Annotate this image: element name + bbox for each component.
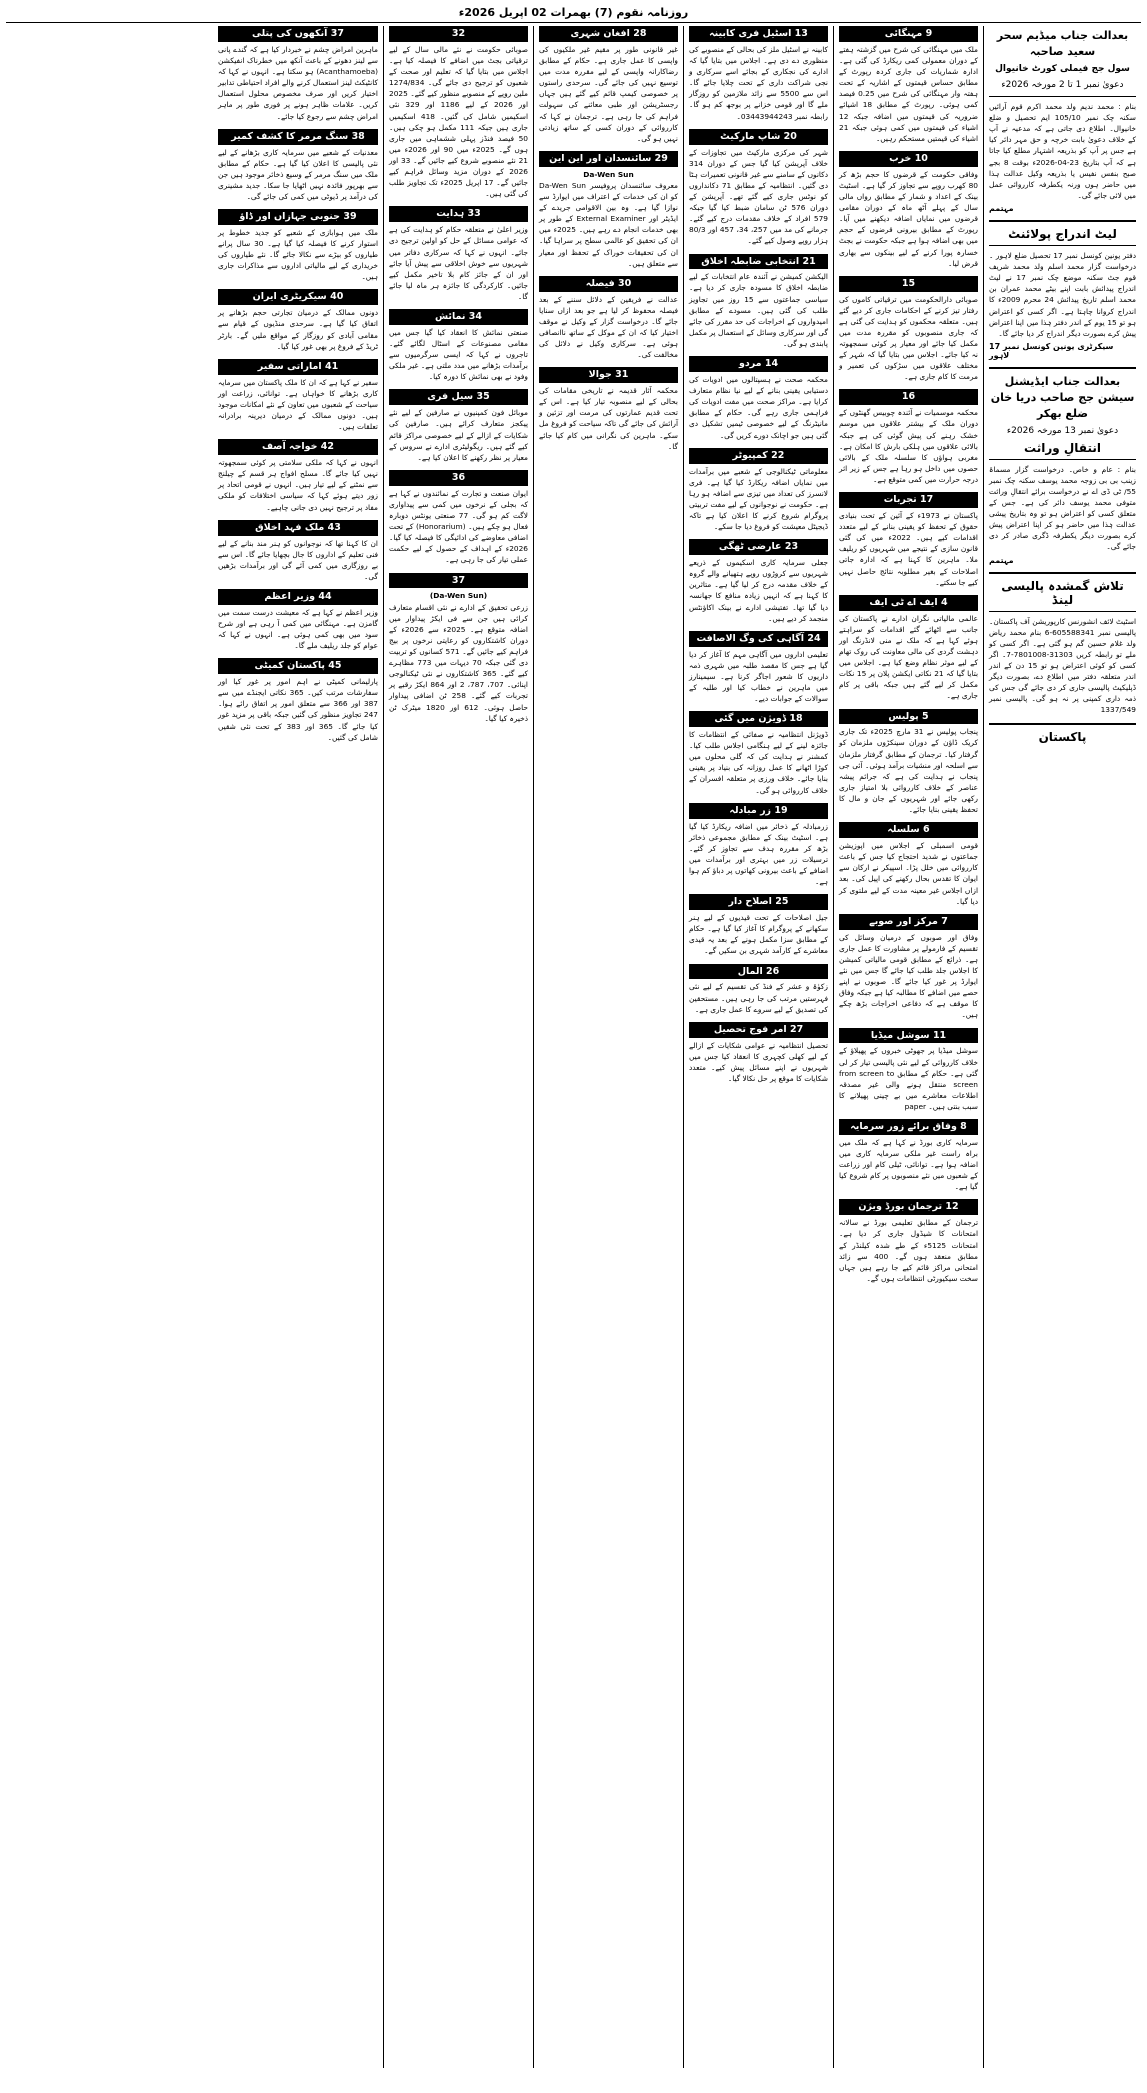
article-number: 19 — [774, 804, 788, 816]
article-heading: سیکریٹری ایران — [252, 291, 327, 303]
notice-title: بعدالت جناب میڈیم سحر سعید صاحبہ — [996, 29, 1129, 58]
article-header — [839, 1028, 978, 1044]
article-header — [218, 439, 378, 455]
column-4 — [533, 26, 683, 2068]
article-body: شہر کی مرکزی مارکیٹ میں تجاوزات کے خلاف آپریشن کیا گیا جس کے دوران 314 دکانوں کے سامنے سے غیر قانونی تعمیرات ہٹا دی گئیں۔ انتظامیہ کے مطابق 71 دکانداروں کو نوٹس جاری کیے گئے تھے۔ آپریشن کے دوران 576 ٹن سامان ضبط کیا گیا جبکہ 579 افراد کے خلاف مقدمات درج کیے گئے۔ جرمانے کی مد میں 257، 34، 457 اور 80/3 ہزار روپے وصول کیے گئے۔ — [689, 147, 828, 246]
notice-signature: مہتمم — [989, 203, 1014, 213]
article-body: سفیر نے کہا ہے کہ ان کا ملک پاکستان میں سرمایہ کاری بڑھانے کا خواہاں ہے۔ توانائی، زراعت اور سیاحت کے شعبوں میں تعاون کے نئے امکانات موجود ہیں۔ دونوں ممالک کے درمیان دیرینہ برادرانہ تعلقات ہیں۔ — [218, 377, 378, 432]
article-body: ایوان صنعت و تجارت کے نمائندوں نے کہا ہے کہ بجلی کے نرخوں میں کمی سے پیداواری لاگت کم ہو گی۔ 77 صنعتی یونٹس دوبارہ فعال ہو چکے ہیں۔ (Honorarium) کے تحت اضافی معاوضے کی ادائیگی کا فیصلہ کیا گیا۔ 2026ء کے اہداف کے حصول کے لیے حکمت عملی تیار کی جا رہی ہے۔ — [389, 488, 529, 565]
article-body: وزیر اعلیٰ نے متعلقہ حکام کو ہدایت کی ہے کہ عوامی مسائل کے حل کو اولین ترجیح دی جائے۔ انہوں نے کہا کہ سرکاری دفاتر میں شہریوں سے خوش اخلاقی سے پیش آیا جائے اور ان کے جائز کام بلا تاخیر مکمل کیے جائیں۔ کارکردگی کا جائزہ ہر ماہ لیا جائے گا۔ — [389, 225, 528, 301]
article-header — [389, 573, 528, 589]
article-body: دونوں ممالک کے درمیان تجارتی حجم بڑھانے پر اتفاق کیا گیا ہے۔ سرحدی منڈیوں کے قیام سے مقامی آبادی کو روزگار کے مواقع ملیں گے۔ بارٹر ٹریڈ کے فروغ پر بھی غور کیا گیا۔ — [218, 308, 378, 351]
article-heading: امر فوج تحصیل — [713, 1023, 787, 1035]
article-number: 21 — [802, 255, 816, 267]
article-body: محکمہ آثار قدیمہ نے تاریخی مقامات کی بحالی کے لیے منصوبہ تیار کیا ہے۔ اس کے تحت قدیم عمارتوں کی مرمت اور تزئین و آرائش کی جائے گی تاکہ سیاحت کو فروغ مل سکے۔ ماہرین کی نگرانی میں کام کیا جائے گا۔ — [539, 386, 678, 451]
article-body: پاکستان نے 1973ء کے آئین کے تحت بنیادی حقوق کے تحفظ کو یقینی بنانے کے لیے متعدد اقدامات کیے ہیں۔ 2022ء میں کی گئی قانون سازی کے نتیجے میں شہریوں کو ریلیف ملا۔ ماہرین کا کہنا ہے کہ ادارہ جاتی اصلاحات کے بغیر مطلوبہ نتائج حاصل نہیں کیے جا سکتے۔ — [839, 510, 978, 587]
notice-ref: دعویٰ نمبر 1 تا 2 مورخہ 2026ء — [1001, 79, 1124, 90]
article-body: زکوٰۃ و عشر کے فنڈ کی تقسیم کے لیے نئی فہرستیں مرتب کی جا رہی ہیں۔ مستحقین کی تصدیق کے لیے سروے کا عمل جاری ہے۔ — [689, 982, 828, 1014]
article — [389, 206, 528, 302]
article-number: 28 — [633, 28, 647, 39]
article — [218, 359, 378, 432]
article-header — [218, 359, 378, 375]
article-header — [689, 964, 828, 980]
article — [539, 151, 678, 269]
article-body: انہوں نے کہا کہ ملکی سلامتی پر کوئی سمجھوتہ نہیں کیا جائے گا۔ مسلح افواج ہر قسم کے چیلنج سے نمٹنے کے لیے تیار ہیں۔ انہوں نے قومی اتحاد پر زور دیتے ہوئے کہا کہ سیاسی اختلافات کو ملکی مفاد پر ترجیح نہیں دی جانی چاہیے۔ — [218, 458, 378, 512]
court-notice-1 — [989, 28, 1136, 213]
article-body: ماہرین امراض چشم نے خبردار کیا ہے کہ گندے پانی سے لینز دھونے کے باعث آنکھ میں خطرناک انفیکشن (Acanthamoeba) ہو سکتا ہے۔ انہوں نے کہا کہ کانٹیکٹ لینز استعمال کرنے والے افراد احتیاطی تدابیر اختیار کریں اور صرف مخصوص محلول استعمال کریں۔ علامات ظاہر ہونے پر فوری طور پر ماہر امراض چشم سے رجوع کیا جائے۔ — [218, 44, 378, 121]
article-number: 11 — [932, 1029, 947, 1041]
article-heading: سلسلہ — [887, 824, 920, 836]
article — [839, 1119, 978, 1192]
article-heading: ملک فہد اخلاق — [255, 521, 325, 533]
article-body: زرعی تحقیق کے ادارے نے نئی اقسام متعارف کرائی ہیں جن سے فی ایکڑ پیداوار میں اضافہ متوقع ہے۔ 2025ء سے 2026ء کے دوران کاشتکاروں کو رعایتی نرخوں پر بیج فراہم کیے جائیں گے۔ 571 کسانوں کو تربیت دی گئی جبکہ 70 دیہات میں 773 مظاہرے کیے گئے۔ 365 کاشتکاروں نے نئی ٹیکنالوجی اپنائی۔ 707، 787، 2 اور 864 ایکڑ رقبے پر تجربات کیے گئے۔ 258 ٹن اضافی پیداوار حاصل ہوئی۔ 612 اور 1820 میٹرک ٹن ذخیرہ کیا گیا۔ — [389, 602, 528, 723]
article-header — [539, 26, 678, 42]
late-registration-notice — [989, 227, 1136, 360]
pakistan-heading: پاکستان — [1038, 729, 1087, 744]
article-number: 27 — [789, 1023, 804, 1035]
article-body: معدنیات کے شعبے میں سرمایہ کاری بڑھانے کے لیے نئی پالیسی کا اعلان کیا گیا ہے۔ حکام کے مطابق ملک میں سنگ مرمر کے وسیع ذخائر موجود ہیں جن سے بھرپور فائدہ نہیں اٹھایا جا سکا۔ جدید مشینری کی درآمد پر ڈیوٹی میں کمی کی جائے گی۔ — [218, 147, 378, 201]
article-number: 5 — [922, 710, 929, 722]
article-number: 12 — [945, 1201, 959, 1213]
article-number: 37 — [330, 28, 344, 39]
article-body: تعلیمی اداروں میں آگاہی مہم کا آغاز کر دیا گیا ہے جس کا مقصد طلبہ میں شہری ذمہ داریوں کا شعور اجاگر کرنا ہے۔ سیمینارز میں ماہرین نے خطاب کیا اور طلبہ کے سوالات کے جوابات دیے۔ — [689, 649, 828, 704]
article-number: 14 — [764, 358, 779, 370]
article-header — [689, 448, 828, 464]
article-number: 13 — [794, 28, 808, 39]
article-body: ملک میں مہنگائی کی شرح میں گزشتہ ہفتے کے دوران معمولی کمی ریکارڈ کی گئی ہے۔ ادارہ شماریات کی جاری کردہ رپورٹ کے مطابق حساس قیمتوں کے اشاریہ کے تحت ہفتہ وار مہنگائی کی شرح میں 0.25 فیصد کمی ہوئی۔ رپورٹ کے مطابق 18 اشیائے ضروریہ کی قیمتوں میں اضافہ جبکہ 12 اشیاء کی قیمتوں میں کمی ہوئی جبکہ 21 اشیاء کی قیمتیں مستحکم رہیں۔ — [839, 44, 978, 143]
article-number: 40 — [330, 291, 344, 303]
article-heading: عارضی ٹھگی — [718, 541, 782, 553]
article-number: 45 — [328, 660, 342, 672]
late-registration-signature: سیکرٹری یونین کونسل نمبر 17 لاہور — [989, 341, 1114, 360]
article-header — [839, 709, 978, 725]
article — [389, 573, 528, 724]
article-number: 37 — [451, 574, 466, 586]
article-header — [689, 356, 828, 372]
article-heading: پاکستان کمیٹی — [254, 660, 325, 672]
article-number: 32 — [451, 28, 466, 39]
article-header — [839, 151, 978, 167]
article-heading: سنگ مرمر کا کشف کمیر — [231, 130, 349, 142]
article-heading: ایف اے ٹی ایف — [869, 596, 938, 608]
article-body: وفاق اور صوبوں کے درمیان وسائل کی تقسیم کے فارمولے پر مشاورت کا عمل جاری ہے۔ ذرائع کے مطابق قومی مالیاتی کمیشن کا اجلاس جلد طلب کیا جائے گا جس میں نئے ایوارڈ پر غور کیا جائے گا۔ صوبوں نے اپنے حصے میں اضافے کا مطالبہ کیا ہے جبکہ وفاق کا موقف ہے کہ دفاعی اخراجات بڑھ چکے ہیں۔ — [839, 932, 978, 1020]
article-heading: سائنسدان اور این این — [549, 152, 652, 164]
article — [839, 389, 978, 485]
article-header — [218, 658, 378, 674]
article-header — [389, 389, 528, 405]
article-number: 26 — [766, 965, 780, 977]
article-header — [689, 631, 828, 647]
article — [218, 209, 378, 282]
article-body: صنعتی نمائش کا انعقاد کیا گیا جس میں مقامی مصنوعات کے اسٹال لگائے گئے۔ تاجروں نے کہا کہ ایسی سرگرمیوں سے برآمدات بڑھانے میں مدد ملتی ہے۔ غیر ملکی وفود نے بھی نمائش کا دورہ کیا۔ — [389, 327, 528, 382]
article-heading: شاپ مارکیٹ — [720, 130, 781, 142]
article-heading: خواجہ آصف — [261, 441, 318, 453]
article — [839, 914, 978, 1021]
pakistan-section — [989, 730, 1136, 744]
article — [689, 254, 828, 350]
article-body: ترجمان کے مطابق تعلیمی بورڈ نے سالانہ امتحانات کا شیڈول جاری کر دیا ہے۔ امتحانات 5125ء کے طے شدہ کیلنڈر کے مطابق منعقد ہوں گے۔ 400 سے زائد امتحانی مراکز قائم کیے جا رہے ہیں جہاں سخت سیکیورٹی انتظامات ہوں گے۔ — [839, 1218, 978, 1283]
article-number: 7 — [941, 915, 948, 927]
article-heading: خرب — [889, 152, 912, 164]
article-subtitle: Da-Wen Sun — [583, 169, 634, 179]
article-header — [689, 894, 828, 910]
article-header — [689, 803, 828, 819]
article-number: 33 — [467, 208, 481, 220]
article-header — [839, 595, 978, 611]
article-body: صوبائی دارالحکومت میں ترقیاتی کاموں کی رفتار تیز کرنے کے احکامات جاری کر دیے گئے ہیں۔ متعلقہ محکموں کو ہدایت کی گئی ہے کہ جاری منصوبوں کو مقررہ مدت میں مکمل کیا جائے اور معیار پر کوئی سمجھوتہ نہ کیا جائے۔ اجلاس میں بتایا گیا کہ شہر کے مختلف علاقوں میں سڑکوں کی تعمیر و مرمت کا کام جاری ہے۔ — [839, 294, 978, 382]
article-header — [539, 276, 678, 292]
article-number: 41 — [324, 360, 339, 372]
article-body: ان کا کہنا تھا کہ نوجوانوں کو ہنر مند بنانے کے لیے فنی تعلیم کے اداروں کا جال بچھایا جائے گا۔ اس سے بے روزگاری میں کمی آئے گی اور برآمدات بڑھیں گی۔ — [218, 538, 378, 581]
article-heading: اسٹیل فری کابینہ — [709, 28, 792, 39]
article-heading: تجربات — [883, 494, 917, 506]
article-header — [218, 589, 378, 605]
late-registration-title: لیٹ اندراج پولائنٹ — [1008, 226, 1117, 241]
article-body: ملک میں ہوابازی کے شعبے کو جدید خطوط پر استوار کرنے کا فیصلہ کیا گیا ہے۔ 30 سال پرانے طیاروں کو بیڑے سے نکالا جائے گا۔ نئے طیاروں کی خریداری کے لیے مالیاتی اداروں سے مذاکرات جاری ہیں۔ — [218, 227, 378, 282]
article-header — [689, 254, 828, 270]
article-number: 8 — [960, 1121, 967, 1133]
article-header — [839, 26, 978, 42]
article-header — [689, 1022, 828, 1038]
article-body: معلوماتی ٹیکنالوجی کے شعبے میں برآمدات میں نمایاں اضافہ ریکارڈ کیا گیا ہے۔ فری لانسرز کی تعداد میں تیزی سے اضافہ ہو رہا ہے۔ حکومت نے نوجوانوں کے لیے مفت تربیتی پروگرام شروع کرنے کا اعلان کیا ہے تاکہ ڈیجیٹل معیشت کو فروغ دیا جا سکے۔ — [689, 466, 828, 532]
article — [689, 894, 828, 956]
masthead: روزنامہ نقوم (7) بھمرات 02 اپریل 2026ء — [6, 4, 1141, 23]
article-number: 15 — [901, 277, 916, 289]
article-header — [218, 289, 378, 305]
article-heading: افغان شہری — [570, 28, 630, 39]
article — [689, 448, 828, 533]
article-heading: جنوبی جہازاں اور ڈاؤ — [239, 211, 341, 223]
article-body: غیر قانونی طور پر مقیم غیر ملکیوں کی واپسی کا عمل جاری ہے۔ حکام کے مطابق رضاکارانہ واپسی کے لیے مقررہ مدت میں توسیع نہیں کی جائے گی۔ سرحدی راستوں پر خصوصی کیمپ قائم کیے گئے ہیں جہاں رجسٹریشن اور طبی معائنے کی سہولت فراہم کی جا رہی ہے۔ ترجمان نے کہا کہ کارروائی کے دوران کسی کے ساتھ زیادتی نہیں ہو گی۔ — [539, 44, 678, 143]
article-body: معروف سائنسدان پروفیسر Da-Wen Sun کو ان کی خدمات کے اعتراف میں ایوارڈ سے نوازا گیا ہے۔ وہ بین الاقوامی جریدے کے ایڈیٹر اور External Examiner کے طور پر بھی خدمات انجام دے رہے ہیں۔ 2025ء میں ان کی تحقیق کو عالمی سطح پر سراہا گیا۔ ان کی تحقیقات خوراک کے تحفظ اور معیار سے متعلق ہیں۔ — [539, 180, 678, 268]
article-heading: سیل فری — [427, 391, 474, 403]
article-heading: ہدایت — [436, 208, 465, 220]
article-body: تحصیل انتظامیہ نے عوامی شکایات کے ازالے کے لیے کھلی کچہری کا انعقاد کیا جس میں شہریوں نے اپنے مسائل پیش کیے۔ متعدد شکایات کا موقع پر حل نکالا گیا۔ — [689, 1040, 828, 1083]
article-header — [839, 914, 978, 930]
article — [839, 709, 978, 816]
article — [539, 367, 678, 452]
article-header — [839, 822, 978, 838]
article-body: موبائل فون کمپنیوں نے صارفین کے لیے نئے پیکجز متعارف کرائے ہیں۔ صارفین کی شکایات کے ازالے کے لیے خصوصی مراکز قائم کیے گئے ہیں۔ ریگولیٹری ادارے نے سروس کے معیار پر نظر رکھنے کا اعلان کیا ہے۔ — [389, 408, 528, 462]
article-number: 34 — [468, 311, 483, 323]
inheritance-notice — [989, 374, 1136, 565]
article — [539, 276, 678, 361]
article-header — [389, 26, 528, 42]
article — [839, 1199, 978, 1284]
article — [389, 389, 528, 462]
column-2 — [833, 26, 983, 2068]
article-number: 10 — [914, 152, 928, 164]
inheritance-signature: مہتمم — [989, 555, 1014, 565]
article-number: 17 — [920, 494, 934, 506]
article-number: 9 — [925, 28, 933, 39]
article-number: 39 — [343, 211, 357, 223]
article-heading: فیصلہ — [585, 277, 615, 289]
article — [218, 26, 378, 122]
article-header — [218, 129, 378, 145]
article-header — [839, 389, 978, 405]
article-heading: نمائش — [434, 311, 466, 323]
article-body: الیکشن کمیشن نے آئندہ عام انتخابات کے لیے ضابطہ اخلاق کا مسودہ جاری کر دیا ہے۔ سیاسی جماعتوں سے 15 روز میں تجاویز طلب کی گئی ہیں۔ مسودے کے مطابق امیدواروں کے اخراجات کی حد مقرر کی جائے گی اور سرکاری وسائل کے استعمال پر مکمل پابندی ہو گی۔ — [689, 272, 828, 349]
article-heading: وزیر اعظم — [264, 590, 316, 602]
article-body: قومی اسمبلی کے اجلاس میں اپوزیشن جماعتوں نے شدید احتجاج کیا جس کے باعث کارروائی میں خلل پڑا۔ اسپیکر نے ارکان سے ایوان کا تقدس بحال رکھنے کی اپیل کی۔ بعد ازاں اجلاس غیر معینہ مدت کے لیے ملتوی کر دیا گیا۔ — [839, 841, 978, 906]
article-header — [218, 209, 378, 225]
column-grid — [6, 26, 1141, 2068]
article-number: 38 — [351, 130, 365, 142]
article-heading: وفاق برائے زور سرمایہ — [850, 1121, 957, 1133]
column-5 — [383, 26, 533, 2068]
article-heading: المال — [737, 965, 763, 977]
late-registration-body: دفتر یونین کونسل نمبر 17 تحصیل ضلع لاہور ۔ درخواست گزار محمد اسلم ولد محمد شریف قوم جٹ سکنہ موضع چک نمبر 17 نے لیٹ اندراج پیدائش بابت اپنے بیٹے محمد عمران بن محمد اسلم تاریخ پیدائش 24 محرم 2009ء کا اندراج کروانا چاہتا ہے۔ اگر کسی کو اعتراض ہو تو 15 یوم کے اندر دفتر ہٰذا میں اپنا اعتراض پیش کرے بصورت دیگر اندراج کر دیا جائے گا۔ — [989, 250, 1137, 338]
article-body: محکمہ موسمیات نے آئندہ چوبیس گھنٹوں کے دوران ملک کے بیشتر علاقوں میں موسم خشک رہنے کی پیش گوئی کی ہے جبکہ بالائی علاقوں میں ہلکی بارش کا امکان ہے۔ مغربی ہواؤں کا سلسلہ ملک کے بالائی حصوں میں داخل ہو رہا ہے جس کے زیر اثر درجہ حرارت میں کمی متوقع ہے۔ — [839, 408, 978, 484]
article-heading: اصلاح دار — [728, 896, 772, 908]
column-6 — [213, 26, 383, 2068]
article-number: 30 — [617, 277, 632, 289]
article-body: سوشل میڈیا پر جھوٹی خبروں کے پھیلاؤ کے خلاف کارروائی کے لیے نئی پالیسی تیار کر لی گئی ہے۔ حکام کے مطابق from screen to screen منتقل ہونے والی غیر مصدقہ اطلاعات معاشرے میں بے چینی پھیلانے کا سبب بنتی ہیں۔ paper — [839, 1046, 979, 1111]
article — [689, 356, 828, 441]
article-heading: مرکز اور صوبے — [869, 915, 938, 927]
article-body: ڈویژنل انتظامیہ نے صفائی کے انتظامات کا جائزہ لینے کے لیے ہنگامی اجلاس طلب کیا۔ کمشنر نے ہدایت کی کہ گلی محلوں میں کوڑا اٹھانے کا عمل روزانہ کی بنیاد پر یقینی بنایا جائے۔ خلاف ورزی پر متعلقہ افسران کے خلاف کارروائی ہو گی۔ — [689, 730, 828, 795]
article — [389, 26, 528, 199]
lost-policy-title: تلاش گمشدہ پالیسی لینڈ — [1001, 578, 1124, 607]
article — [839, 276, 978, 383]
article — [218, 289, 378, 351]
article — [839, 822, 978, 907]
article-body: جعلی سرمایہ کاری اسکیموں کے ذریعے شہریوں سے کروڑوں روپے ہتھیانے والے گروہ کے خلاف مقدمہ درج کر لیا گیا ہے۔ متاثرین کا کہنا ہے کہ انہیں زیادہ منافع کا جھانسہ دیا گیا تھا۔ تفتیشی ادارے نے بینک اکاؤنٹس منجمد کر دیے ہیں۔ — [689, 558, 828, 623]
article-heading: کمپیوٹر — [732, 449, 768, 461]
article — [839, 1028, 978, 1113]
article-body: جیل اصلاحات کے تحت قیدیوں کے لیے ہنر سکھانے کے پروگرام کا آغاز کیا گیا ہے۔ حکام کے مطابق سزا مکمل ہونے کے بعد یہ قیدی معاشرے کے کارآمد شہری بن سکیں گے۔ — [689, 913, 828, 956]
article-number: 44 — [318, 590, 332, 602]
article-number: 25 — [775, 896, 789, 908]
notice-body: بنام : محمد ندیم ولد محمد اکرم قوم آرائیں سکنہ چک نمبر 105/10 ایم تحصیل و ضلع خانیوال۔ اطلاع دی جاتی ہے کہ مدعیہ نے آپ کے خلاف دعویٰ بابت خرچہ و حق مہر دائر کیا ہے جس پر آپ کو بذریعہ اشتہار مطلع کیا جاتا ہے کہ آپ بتاریخ 23-04-2026ء بوقت 8 بجے صبح بنفس نفیس یا بذریعہ وکیل عدالت ہذا میں حاضر ہوں ورنہ یکطرفہ کارروائی عمل میں لائی جائے گی۔ — [989, 101, 1136, 200]
article — [839, 151, 978, 269]
article-heading: زر مبادلہ — [729, 804, 772, 816]
article — [689, 129, 828, 247]
article — [389, 470, 528, 566]
article — [689, 26, 828, 122]
article-subtitle: (Da-Wen Sun) — [429, 591, 488, 601]
article-header — [839, 276, 978, 292]
article-header — [689, 711, 828, 727]
article-heading: مردو — [738, 358, 762, 370]
article — [689, 539, 828, 624]
article-body: عدالت نے فریقین کے دلائل سننے کے بعد فیصلہ محفوظ کر لیا ہے جو بعد ازاں سنایا جائے گا۔ درخواست گزار کے وکیل نے موقف اختیار کیا کہ ان کے موکل کے ساتھ ناانصافی ہوئی ہے۔ سرکاری وکیل نے دلائل کی مخالفت کی۔ — [539, 294, 678, 360]
article-heading: ترجمان بورڈ ویژن — [858, 1201, 943, 1213]
inheritance-ref: دعویٰ نمبر 13 مورخہ 2026ء — [1006, 425, 1119, 436]
article — [689, 1022, 828, 1084]
article — [218, 658, 378, 743]
article-header — [539, 367, 678, 383]
article-heading: پولیس — [888, 710, 919, 722]
article-body: پارلیمانی کمیٹی نے اہم امور پر غور کیا اور سفارشات مرتب کیں۔ 365 نکاتی ایجنڈے میں سے 387 اور 366 سے متعلق امور پر اتفاق رائے ہوا۔ 247 تجاویز منظور کی گئیں جبکہ باقی پر مزید غور کیا جائے گا۔ 365 اور 383 کے تحت نئی شقیں شامل کی گئیں۔ — [218, 677, 379, 742]
article-number: 16 — [901, 391, 916, 403]
article — [218, 439, 378, 512]
article-number: 42 — [320, 441, 335, 453]
article — [218, 520, 378, 582]
article-body: وزیر اعظم نے کہا ہے کہ معیشت درست سمت میں گامزن ہے۔ مہنگائی میں کمی آ رہی ہے اور شرح سود میں بھی کمی ہوئی ہے۔ انہوں نے کہا کہ عوام کو جلد ریلیف ملے گا۔ — [218, 607, 378, 651]
article-body: سرمایہ کاری بورڈ نے کہا ہے کہ ملک میں براہ راست غیر ملکی سرمایہ کاری میں اضافہ ہوا ہے۔ توانائی، ٹیلی کام اور زراعت کے شعبوں میں نئے منصوبوں پر کام شروع کیا گیا ہے۔ — [839, 1137, 978, 1192]
article-body: کابینہ نے اسٹیل ملز کی بحالی کے منصوبے کی منظوری دے دی ہے۔ اجلاس میں بتایا گیا کہ ادارے کی نجکاری کے بجائے اسے سرکاری و نجی شراکت داری کے تحت چلایا جائے گا۔ اس سے 5500 سے زائد ملازمین کو روزگار ملے گا اور قومی خزانے پر بوجھ کم ہو گا۔ رابطہ نمبر 03443944243۔ — [689, 44, 829, 121]
article-header — [389, 470, 528, 486]
article-header — [839, 1199, 978, 1215]
article — [539, 26, 678, 144]
article-header — [839, 1119, 978, 1135]
article — [218, 129, 378, 202]
article-header — [689, 129, 828, 145]
article-number: 4 — [940, 596, 948, 608]
article-header — [689, 539, 828, 555]
notice-subtitle: سول جج فیملی کورٹ خانیوال — [995, 63, 1130, 74]
article-heading: ڈویژن میں گئی — [714, 713, 787, 725]
article-header — [689, 26, 828, 42]
article-number: 24 — [807, 632, 821, 644]
article-body: محکمہ صحت نے ہسپتالوں میں ادویات کی دستیابی یقینی بنانے کے لیے نیا نظام متعارف کرایا ہے۔ مراکز صحت میں مفت ادویات کی فراہمی جاری رہے گی۔ حکام کے مطابق مانیٹرنگ کے لیے خصوصی ٹیمیں تشکیل دی گئی ہیں جو اچانک دورے کریں گی۔ — [689, 375, 828, 440]
article-number: 29 — [654, 152, 668, 164]
inheritance-court: بعدالت جناب ایڈیشنل سیشن جج صاحب دریا خان ضلع بھکر — [990, 374, 1135, 420]
article-heading: اماراتی سفیر — [257, 360, 322, 372]
article — [389, 309, 528, 382]
article-number: 43 — [327, 521, 341, 533]
article-header — [389, 206, 528, 222]
article-header — [218, 520, 378, 536]
article-number: 36 — [451, 471, 466, 483]
article-heading: مہنگائی — [884, 28, 923, 39]
article — [689, 631, 828, 704]
lost-policy-body: اسٹیٹ لائف انشورنس کارپوریشن آف پاکستان۔ پالیسی نمبر 605588341-6 بنام محمد ریاض ولد غلام حسین گم ہو گئی ہے۔ اگر کسی کو ملے تو رابطہ کریں 31303-7801008-7۔ اگر کسی کو کوئی اعتراض ہو تو 15 دن کے اندر اندر متعلقہ دفتر میں اطلاع دے، بصورت دیگر ڈپلیکیٹ پالیسی جاری کر دی جائے گی جس کی ذمہ داری کمپنی پر نہ ہو گی۔ پالیسی نمبر 1337/549 — [989, 616, 1136, 715]
article — [839, 26, 978, 144]
article-number: 20 — [783, 130, 797, 142]
article — [689, 964, 828, 1015]
article-header — [539, 151, 678, 167]
article-number: 22 — [771, 449, 785, 461]
inheritance-body: بنام : عام و خاص۔ درخواست گزار مسماۃ زینب بی بی زوجہ محمد یوسف سکنہ چک نمبر 55/ ٹی ڈی اے نے درخواست برائے انتقالِ وراثت متوفی محمد یوسف دائر کی ہے۔ جس کے متعلق کسی کو اعتراض ہو تو وہ بتاریخ پیشی عدالت ہٰذا میں حاضر ہو کر اپنا اعتراض پیش کرے بصورت دیگر یکطرفہ ڈگری صادر کر دی جائے گی۔ — [989, 464, 1136, 552]
article — [689, 803, 828, 888]
article-number: 18 — [789, 713, 803, 725]
article-body: عالمی مالیاتی نگران ادارے نے پاکستان کی جانب سے اٹھائے گئے اقدامات کو سراہتے ہوئے کہا ہے کہ ملک نے منی لانڈرنگ اور دہشت گردی کی مالی معاونت کی روک تھام کے لیے موثر نظام وضع کیا ہے۔ اجلاس میں بتایا گیا کہ 21 نکاتی ایکشن پلان پر 15 نکات مکمل کر لیے گئے ہیں جبکہ باقی پر کام جاری ہے۔ — [839, 613, 979, 701]
article — [218, 589, 378, 651]
article-number: 23 — [784, 541, 799, 553]
column-3 — [683, 26, 833, 2068]
article-heading: آنکھوں کی پتلی — [252, 28, 328, 39]
article — [689, 711, 828, 796]
article-heading: انتخابی ضابطہ اخلاق — [701, 255, 800, 267]
article-body: زرمبادلہ کے ذخائر میں اضافہ ریکارڈ کیا گیا ہے۔ اسٹیٹ بینک کے مطابق مجموعی ذخائر بڑھ کر مقررہ ہدف سے تجاوز کر گئے۔ ترسیلات زر میں بہتری اور برآمدات میں اضافے کے باعث بیرونی کھاتوں پر دباؤ کم ہوا ہے۔ — [689, 821, 828, 887]
article-number: 31 — [615, 369, 629, 381]
article-header — [389, 309, 528, 325]
article-heading: آگاہی کی وگ الاصافت — [696, 632, 805, 644]
article-number: 35 — [476, 391, 490, 403]
article-number: 6 — [923, 824, 930, 836]
article-heading: سوشل میڈیا — [870, 1029, 930, 1041]
article-body: پنجاب پولیس نے 31 مارچ 2025ء تک جاری کریک ڈاؤن کے دوران سینکڑوں ملزمان کو گرفتار کیا۔ ترجمان کے مطابق گرفتار ملزمان سے اسلحہ اور منشیات برآمد ہوئی۔ آئی جی پنجاب نے ہدایت کی ہے کہ جرائم پیشہ عناصر کے خلاف کارروائی بلا امتیاز جاری رکھی جائے اور شہریوں کے جان و مال کا تحفظ یقینی بنایا جائے۔ — [839, 727, 979, 815]
lost-policy-notice — [989, 579, 1136, 716]
article-header — [839, 492, 978, 508]
column-1 — [983, 26, 1141, 2068]
article-heading: جوالا — [588, 369, 612, 381]
article-body: وفاقی حکومت کے قرضوں کا حجم بڑھ کر 80 کھرب روپے سے تجاوز کر گیا ہے۔ اسٹیٹ بینک کے اعداد و شمار کے مطابق رواں مالی سال کے پہلے آٹھ ماہ کے دوران مقامی قرضوں میں نمایاں اضافہ دیکھنے میں آیا۔ رپورٹ کے مطابق بیرونی قرضوں کے حجم میں بھی اضافہ ہوا ہے جبکہ حکومت نے بجٹ خسارہ پورا کرنے کے لیے بینکوں سے بھاری قرض لیا۔ — [839, 169, 978, 268]
article — [839, 595, 978, 702]
article-header — [218, 26, 378, 42]
inheritance-title: انتقالِ وراثت — [1024, 440, 1101, 455]
article — [839, 492, 978, 588]
article-body: صوبائی حکومت نے نئے مالی سال کے لیے ترقیاتی بجٹ میں اضافے کا فیصلہ کیا ہے۔ اجلاس میں بتایا گیا کہ تعلیم اور صحت کے شعبوں کو ترجیح دی جائے گی۔ 1274/834 ملین روپے کے منصوبے منظور کیے گئے۔ 2025 اور 2026 کے لیے 1186 اور 329 نئی اسکیمیں شامل کی گئیں۔ 418 اسکیمیں جاری ہیں جبکہ 111 مکمل ہو چکی ہیں۔ 50 فیصد فنڈز پہلی ششماہی میں جاری ہوں گے۔ 2025ء میں 90 اور 2026ء میں 21 نئے منصوبے شروع کیے جائیں گے۔ 33 اور 2026 کے دوران مزید وسائل فراہم کیے جائیں گے۔ 17 اپریل 2025ء تک تجاویز طلب کی گئی ہیں۔ — [389, 44, 529, 199]
